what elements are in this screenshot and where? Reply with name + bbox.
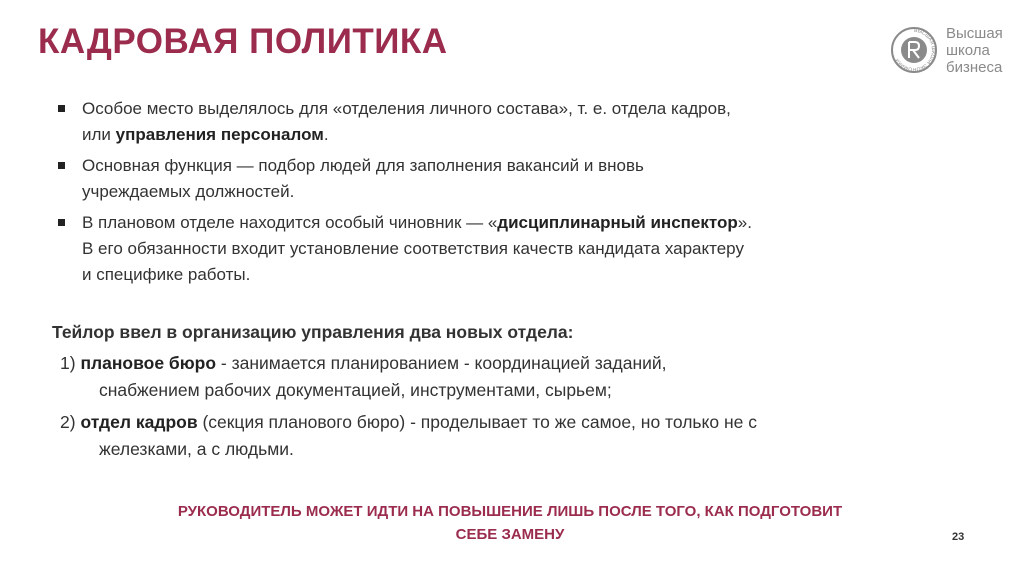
section-heading: Тейлор ввел в организацию управления два новых отдела:	[52, 322, 574, 342]
numbered-item: 1) плановое бюро - занимается планированием - координацией заданий, снабжением рабочих документацией, инструментами, сырьем;	[60, 350, 960, 404]
bold-term: управления персоналом	[115, 125, 324, 144]
numbered-list	[60, 350, 960, 468]
bullet-item: Особое место выделялось для «отделения личного состава», т. е. отдела кадров, или управления персоналом.	[54, 96, 954, 148]
numbered-item: 2) отдел кадров (секция планового бюро) - проделывает то же самое, но только не с железками, а с людьми.	[60, 409, 960, 463]
bullet-item: Основная функция — подбор людей для заполнения вакансий и вновь учреждаемых должностей.	[54, 153, 954, 205]
logo-text	[946, 25, 1003, 76]
bold-term: плановое бюро	[80, 353, 217, 373]
logo-ring-text: ВЫСШАЯ ШКОЛА ЭКОНОМИКИ	[894, 27, 937, 73]
slide-title: КАДРОВАЯ ПОЛИТИКА	[38, 22, 448, 61]
square-bullet-icon	[58, 219, 65, 226]
logo-line: бизнеса	[946, 59, 1003, 76]
bold-term: отдел кадров	[80, 412, 198, 432]
item-number: 1)	[60, 353, 76, 373]
hse-emblem-icon	[890, 26, 938, 74]
bullet-list	[54, 96, 954, 293]
logo-line: Высшая	[946, 25, 1003, 42]
item-number: 2)	[60, 412, 76, 432]
square-bullet-icon	[58, 105, 65, 112]
item-continuation: железками, а с людьми.	[99, 439, 294, 459]
hse-logo	[890, 26, 1008, 78]
bullet-item: В плановом отделе находится особый чиновник — «дисциплинарный инспектор». В его обязанности входит установление соответствия качеств кандидата характеру и специфике работы.	[54, 210, 954, 288]
logo-line: школа	[946, 42, 990, 59]
footer-callout: РУКОВОДИТЕЛЬ МОЖЕТ ИДТИ НА ПОВЫШЕНИЕ ЛИШЬ ПОСЛЕ ТОГО, КАК ПОДГОТОВИТ СЕБЕ ЗАМЕНУ	[177, 503, 843, 543]
item-continuation: снабжением рабочих документацией, инструментами, сырьем;	[99, 380, 612, 400]
page-number: 23	[952, 531, 965, 543]
square-bullet-icon	[58, 162, 65, 169]
bold-term: дисциплинарный инспектор	[497, 213, 738, 232]
